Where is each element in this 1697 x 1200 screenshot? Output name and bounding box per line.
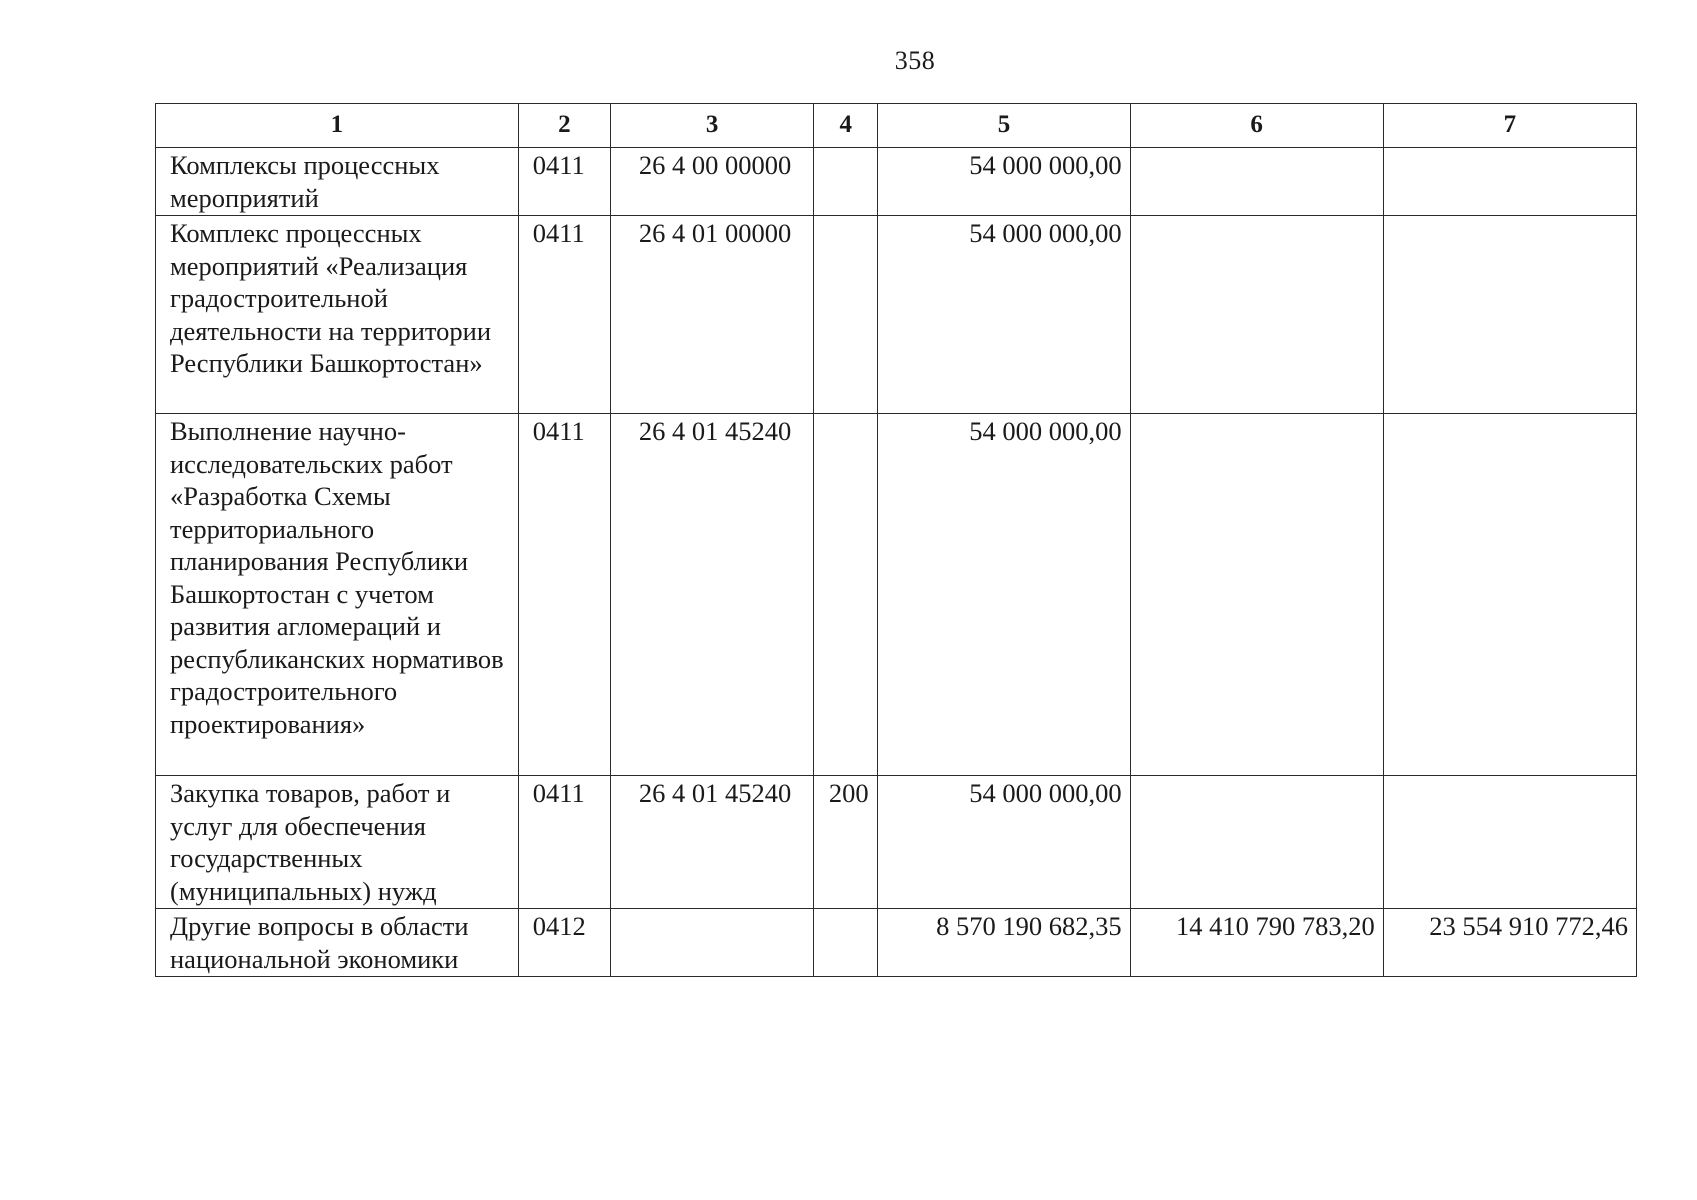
row-amount-year1-cell: 8 570 190 682,35 [878, 909, 1130, 977]
row-section-cell: 0411 [518, 776, 610, 909]
row-name-cell: Комплексы процессных мероприятий [156, 148, 519, 216]
row-amount-year3-cell: 23 554 910 772,46 [1383, 909, 1636, 977]
column-header-3: 3 [611, 104, 814, 148]
row-exptype-cell [814, 909, 878, 977]
row-section-cell: 0411 [518, 216, 610, 414]
row-target-cell: 26 4 01 45240 [611, 414, 814, 776]
row-name-cell: Другие вопросы в области национальной экономики [156, 909, 519, 977]
column-header-5: 5 [878, 104, 1130, 148]
row-exptype-cell [814, 148, 878, 216]
row-amount-year2-cell [1130, 148, 1383, 216]
column-header-2: 2 [518, 104, 610, 148]
row-exptype-cell [814, 216, 878, 414]
row-amount-year1-cell: 54 000 000,00 [878, 414, 1130, 776]
row-name-cell: Закупка товаров, работ и услуг для обеспечения государственных (муниципальных) нужд [156, 776, 519, 909]
header-row [156, 104, 1637, 148]
row-section-cell: 0412 [518, 909, 610, 977]
row-target-cell: 26 4 01 00000 [611, 216, 814, 414]
row-amount-year3-cell [1383, 776, 1636, 909]
row-amount-year2-cell [1130, 216, 1383, 414]
row-amount-year1-cell: 54 000 000,00 [878, 776, 1130, 909]
column-header-4: 4 [814, 104, 878, 148]
row-amount-year2-cell: 14 410 790 783,20 [1130, 909, 1383, 977]
row-section-cell: 0411 [518, 414, 610, 776]
row-amount-year2-cell [1130, 414, 1383, 776]
table-row [156, 216, 1637, 414]
row-exptype-cell: 200 [814, 776, 878, 909]
row-amount-year1-cell: 54 000 000,00 [878, 216, 1130, 414]
page-number: 358 [894, 46, 936, 75]
table-row [156, 414, 1637, 776]
row-target-cell [611, 909, 814, 977]
row-amount-year1-cell: 54 000 000,00 [878, 148, 1130, 216]
row-name-cell: Комплекс процессных мероприятий «Реализация градостроительной деятельности на территории Республики Башкортостан» [156, 216, 519, 414]
row-target-cell: 26 4 01 45240 [611, 776, 814, 909]
column-header-6: 6 [1130, 104, 1383, 148]
budget-table [155, 103, 1637, 977]
table-row [156, 909, 1637, 977]
table-row [156, 776, 1637, 909]
row-section-cell: 0411 [518, 148, 610, 216]
row-amount-year2-cell [1130, 776, 1383, 909]
row-target-cell: 26 4 00 00000 [611, 148, 814, 216]
table-row [156, 148, 1637, 216]
row-amount-year3-cell [1383, 216, 1636, 414]
row-amount-year3-cell [1383, 414, 1636, 776]
column-header-7: 7 [1383, 104, 1636, 148]
row-amount-year3-cell [1383, 148, 1636, 216]
row-exptype-cell [814, 414, 878, 776]
column-header-1: 1 [156, 104, 519, 148]
row-name-cell: Выполнение научно-исследовательских работ «Разработка Схемы территориального планирования Республики Башкортостан с учетом развития агломераций и республиканских нормативов градостроительного проектирования» [156, 414, 519, 776]
